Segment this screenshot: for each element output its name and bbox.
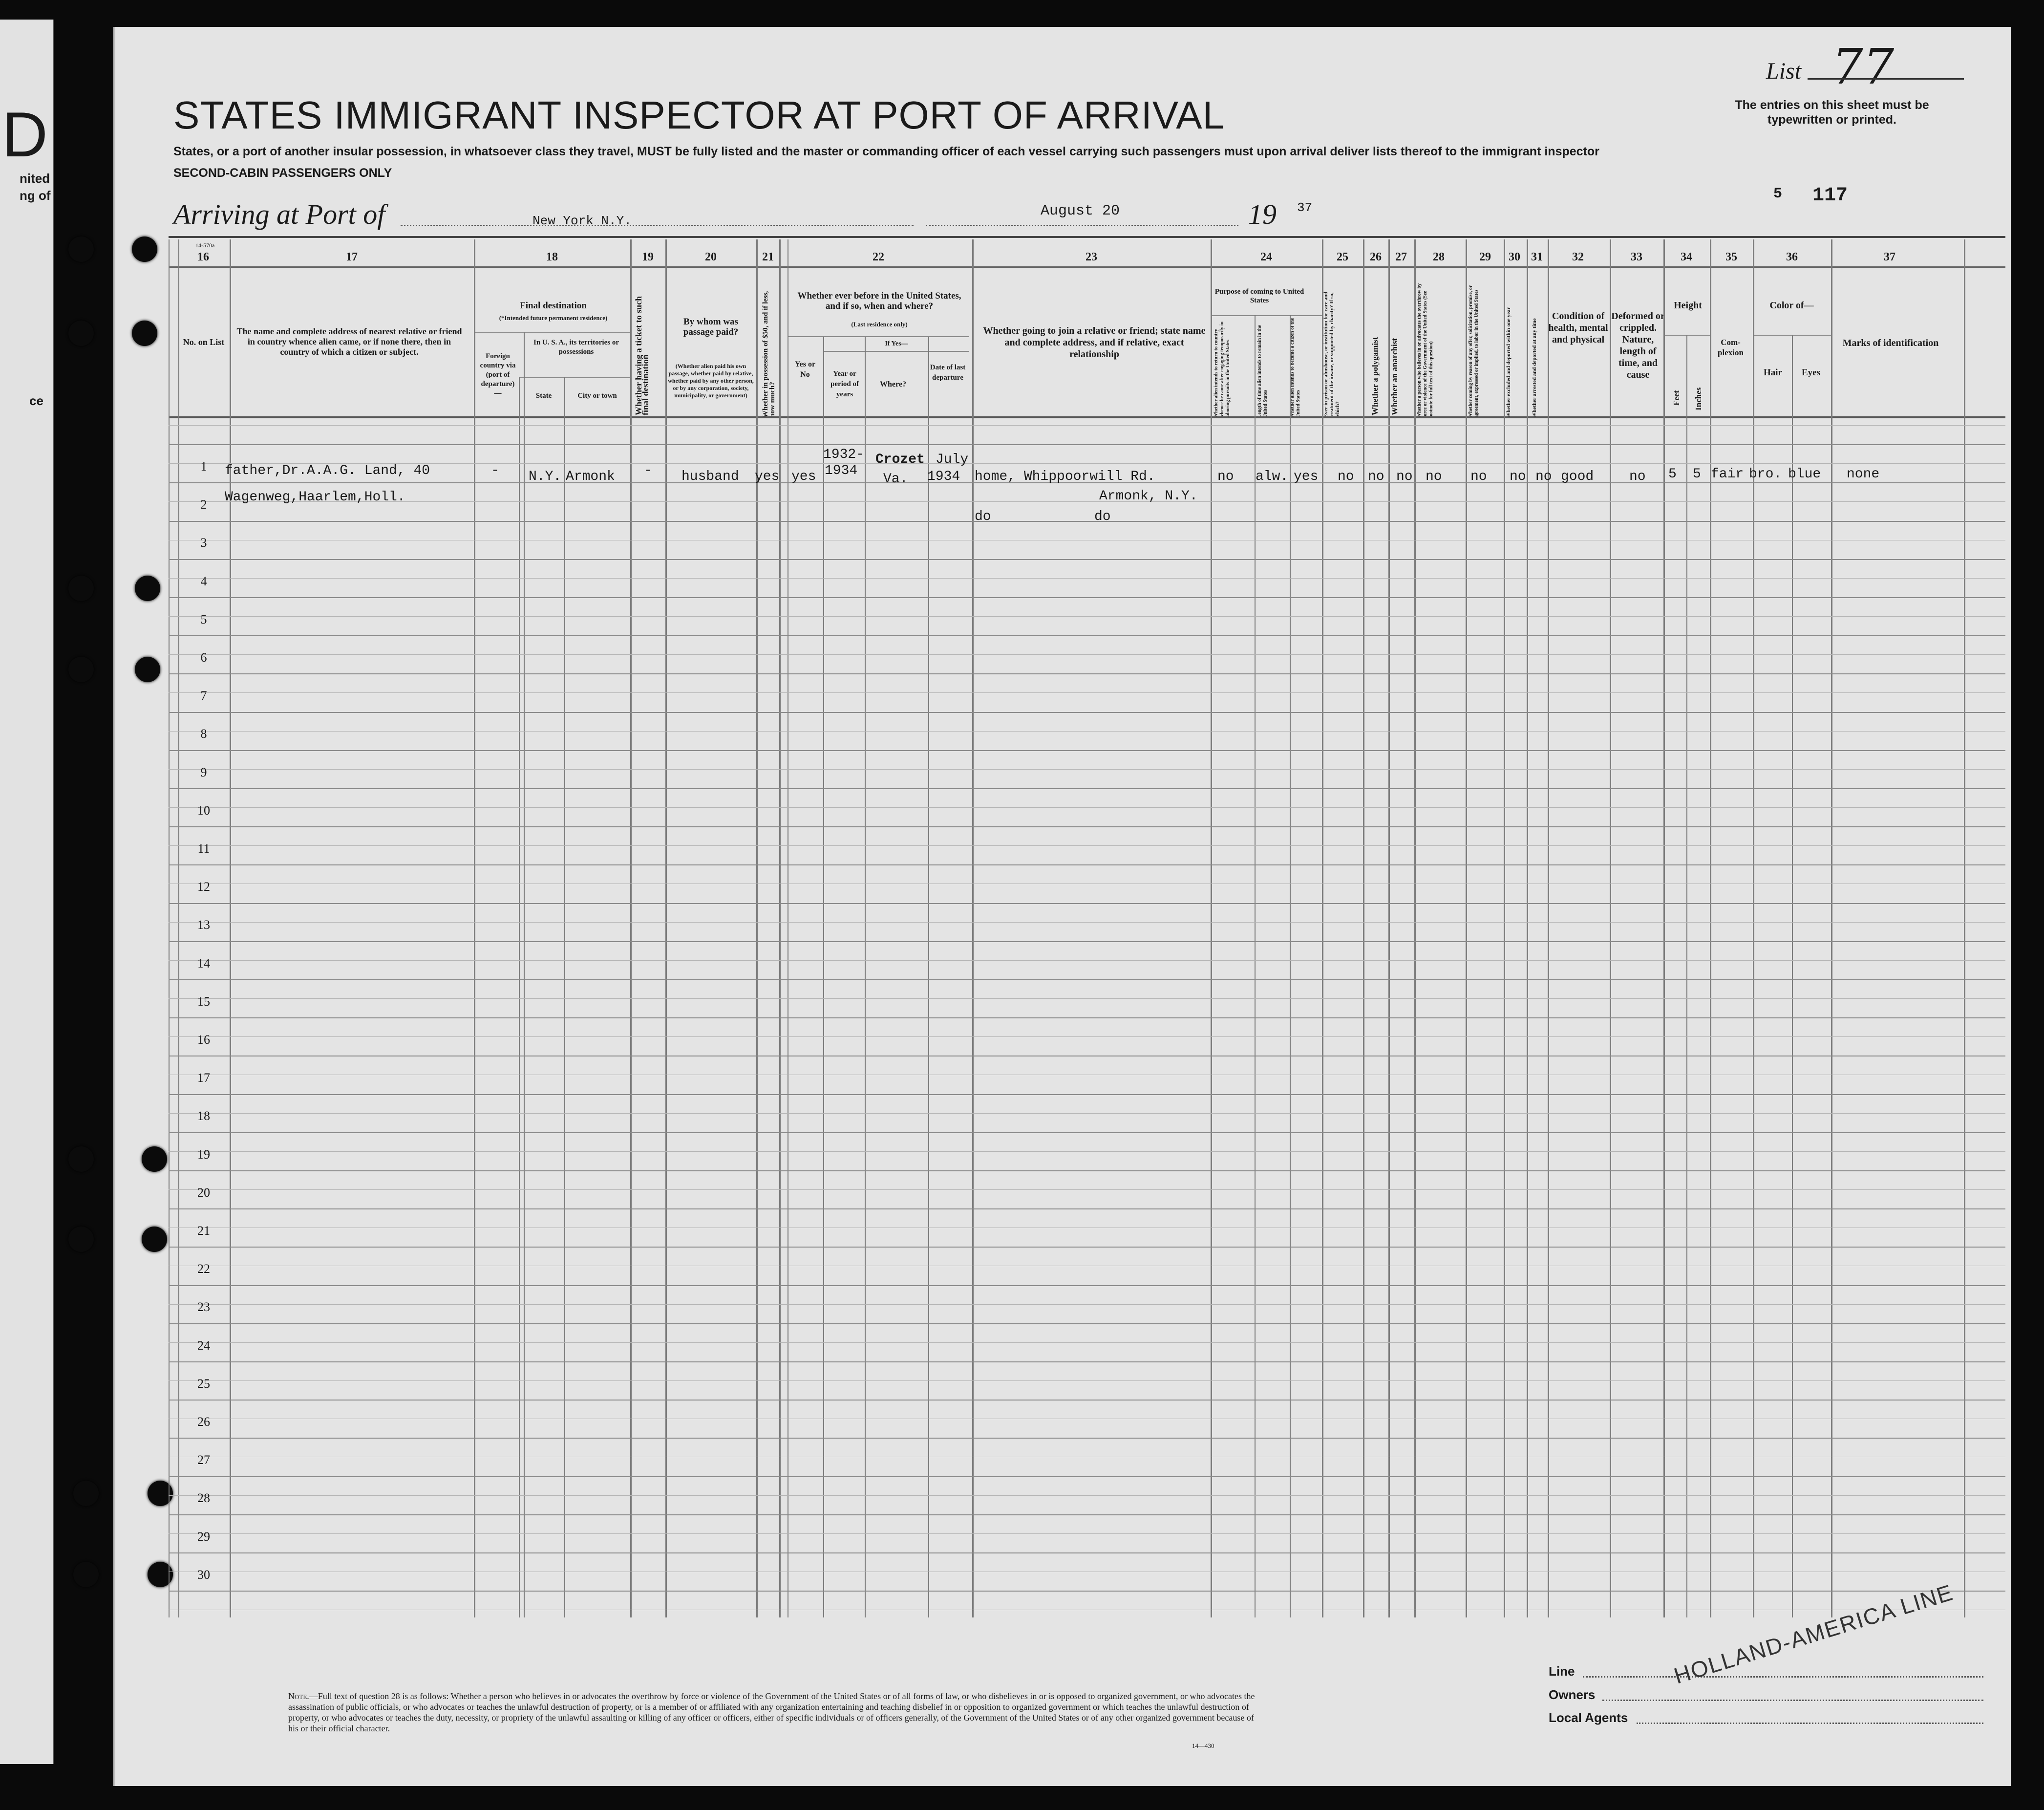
local-agents-label: Local Agents [1549,1710,1628,1725]
column-number: 26 [1370,251,1382,263]
column-rule [779,239,781,1617]
footnote-text: —Full text of question 28 is as follows: Whether a person who believes in or advocates the overthrow by force or violence of the Government of the United States or of all forms of law, or who disbelieves in or is opposed to organized government, or who advocates the assassination of public officials, or who advocates or teaches the unlawful destruction of property, or is a member of or affiliated with any organization entertaining and teaching disbelief in or opposition to organized government or which teaches the unlawful destruction of property, or who advocates or teaches the duty, necessity, or propriety of the unlawful assaulting or killing of any officer or officers, either of specific individuals or of officers generally, of the Government of the United States or of any other organized government because of his or their official character. [288,1691,1255,1733]
column-rule [1753,239,1754,1617]
col27-header: Whether an anarchist [1390,338,1399,415]
row-rule [169,1132,2005,1133]
row-rule [169,712,2005,713]
row-rule [169,578,2005,579]
entry1-length: alw. [1256,469,1289,484]
punch-hole [68,657,94,682]
col26-header: Whether a polygamist [1370,337,1380,415]
column-rule [1527,239,1528,1617]
column-rule [519,377,520,1617]
column-rule [972,239,974,1617]
row-rule [169,845,2005,846]
row-rule [169,1151,2005,1152]
col35-header: Com-plexion [1718,338,1744,357]
row-rule [169,673,2005,674]
row-rule [169,941,2005,942]
row-rule [169,559,2005,560]
row-rule [169,444,2005,445]
row-rule [169,501,2005,502]
row-number: 12 [197,880,210,894]
row-number: 3 [200,536,207,550]
row-number: 17 [197,1071,210,1085]
col20-header: By whom was passage paid? [683,317,739,337]
entry2-ditto: do [975,509,991,524]
entry1-hair: bro. [1749,467,1782,482]
row-rule [169,903,2005,904]
col18-sub-rule [475,332,630,333]
column-rule [1255,315,1256,1617]
adjacent-page-fragment: ng of [20,188,51,203]
column-rule [1414,239,1416,1617]
col22-year-header: Year or period of years [830,370,859,398]
column-number: 33 [1631,251,1642,263]
column-number: 24 [1260,251,1272,263]
entry1-years-line2: 1934 [825,463,858,478]
row-rule [169,521,2005,522]
entry1-q30: no [1510,469,1526,484]
row-rule [169,597,2005,598]
row-number: 27 [197,1453,210,1467]
line-label: Line [1549,1664,1575,1679]
row-number: 2 [200,497,207,512]
row-number: 23 [197,1300,210,1314]
row-rule [169,998,2005,999]
row-rule [169,1400,2005,1401]
row-rule [169,1361,2005,1362]
header-bottom-rule [169,416,2005,418]
row-rule [169,826,2005,827]
cabin-class: SECOND-CABIN PASSENGERS ONLY [173,166,392,180]
row-number: 8 [200,727,207,741]
column-rule [1831,239,1832,1617]
column-rule [1792,335,1793,1617]
column-number: 20 [705,251,717,263]
row-rule [169,883,2005,884]
column-number: 25 [1337,251,1348,263]
col18-usa-rule [519,377,630,378]
column-rule [230,239,231,1617]
column-rule [1548,239,1549,1617]
entry1-before: yes [791,469,816,484]
column-rule [1610,239,1611,1617]
col18-city-header: City or town [577,392,617,400]
column-rule [630,239,632,1617]
column-rule [665,239,667,1617]
col18-state-header: State [535,392,552,400]
entry1-inches: 5 [1693,467,1701,482]
row-rule [169,1247,2005,1248]
row-rule [169,1170,2005,1171]
punch-hole [73,1481,99,1506]
header-rule [169,236,2005,238]
entry1-departure-line2: 1934 [927,469,960,484]
entry1-prison: no [1338,469,1354,484]
entry1-departure: July [936,452,969,467]
row-number: 21 [197,1224,210,1238]
punch-hole [135,657,160,682]
column-number: 28 [1433,251,1445,263]
column-number: 37 [1884,251,1895,263]
col22-ifyes: If Yes— [885,340,908,347]
row-rule [169,1552,2005,1553]
typewritten-note: The entries on this sheet must be typewritten or printed. [1735,98,1929,127]
list-label: List [1766,58,1802,84]
column-number: 23 [1086,251,1097,263]
entry1-foreign: - [491,463,499,478]
column-rule [564,377,565,1617]
entry1-q29: no [1470,469,1487,484]
row-rule [169,692,2005,693]
row-number: 20 [197,1185,210,1200]
row-rule [169,1304,2005,1305]
row-rule [169,654,2005,655]
punch-hole [68,237,94,262]
row-number: 19 [197,1147,210,1162]
punch-hole [68,1227,94,1252]
row-number: 10 [197,803,210,818]
entry1-where: Crozet [875,452,925,467]
col36-header: Color of— [1769,300,1814,311]
column-number: 17 [346,251,358,263]
punch-hole [73,1562,99,1587]
column-rule [865,337,866,1617]
punch-hole [68,1146,94,1172]
column-rule [1710,239,1711,1617]
row-number: 5 [200,612,207,626]
row-rule [169,1476,2005,1477]
adjacent-page-fragment: nited [20,171,50,186]
row-number: 9 [200,765,207,779]
row-rule [169,922,2005,923]
row-rule [169,1036,2005,1037]
col29-header: Whether coming by reason of any offer, solicitation, promise, or agreement, expressed or implied, to labor in the United States [1468,285,1479,418]
row-rule [169,750,2005,751]
column-number: 18 [546,251,558,263]
column-number: 16 [197,251,209,263]
punch-hole [132,321,157,346]
col36-hair-header: Hair [1764,367,1782,378]
column-rule [1686,335,1687,1617]
entry1-city: Armonk [566,469,615,484]
col34-feet-header: Feet [1672,390,1681,406]
row-number: 11 [197,841,210,856]
column-number: 34 [1681,251,1692,263]
row-rule [169,807,2005,808]
col18-subheader: (*Intended future permanent residence) [499,314,608,322]
column-number: 35 [1725,251,1737,263]
column-rule [474,239,475,1617]
entry1-join-line2: Armonk, N.Y. [1099,489,1198,504]
port-value: New York N.Y. [532,214,632,228]
port-line [401,225,914,226]
col24-header: Purpose of coming to United States [1214,288,1304,304]
row-rule [169,635,2005,636]
col22-header: Whether ever before in the United States, and if so, when and where? [797,291,961,311]
entry1-relative: father,Dr.A.A.G. Land, 40 [225,463,430,478]
row-rule [169,1495,2005,1496]
col16-header: No. on List [183,337,225,347]
row-number: 30 [197,1567,210,1582]
row-number: 24 [197,1338,210,1353]
column-number: 29 [1479,251,1491,263]
punch-hole [142,1227,167,1252]
entry1-health: good [1561,469,1594,484]
local-agents-field [1637,1723,1983,1724]
column-rule [1466,239,1467,1617]
col28-header: Whether a person who believes in or advocates the overthrow by force or violence of the Government of the United States (See footnote for full text of this question) [1417,283,1434,418]
column-number: 36 [1786,251,1798,263]
entry1-citizen: yes [1294,469,1319,484]
row-number: 6 [200,650,207,665]
row-rule [169,769,2005,770]
entry2-ditto: do [1094,509,1111,524]
punch-hole [132,237,157,262]
line-field [1583,1676,1983,1678]
entry1-years: 1932- [823,447,865,462]
row-rule [169,731,2005,732]
row-rule [169,1208,2005,1209]
col37-header: Marks of identification [1842,338,1939,348]
page-mark: 5 [1773,186,1783,202]
entry1-paid-by: husband [681,469,739,484]
col36-eyes-header: Eyes [1802,367,1820,378]
column-rule [1504,239,1505,1617]
row-rule [169,616,2005,617]
row-rule [169,1113,2005,1114]
col17-header: The name and complete address of nearest relative or friend in country whence alien came, or if none there, then in country of which a citizen or subject. [236,326,462,357]
col22-yesno-header: Yes or No [794,360,816,379]
col22-ifyes-rule [823,351,969,352]
column-number: 22 [873,251,884,263]
punch-hole [68,321,94,346]
adjacent-page-fragment: ce [29,393,43,408]
column-number: 31 [1531,251,1543,263]
row-rule [169,1380,2005,1381]
row-number: 7 [200,689,207,703]
form-code: 14-570a [195,242,215,249]
col22-where-header: Where? [880,380,906,388]
column-number: 19 [642,251,654,263]
row-rule [169,1342,2005,1343]
entry1-polygamist: no [1368,469,1384,484]
column-rule [1322,239,1323,1617]
row-rule [169,1533,2005,1534]
row-number: 13 [197,918,210,932]
punch-hole [135,576,160,601]
row-number: 15 [197,994,210,1009]
row-number: 22 [197,1262,210,1276]
col23-header: Whether going to join a relative or friend; state name and complete address, and if relative, exact relationship [983,325,1206,360]
column-rule [1388,239,1390,1617]
col22-date-header: Date of last departure [930,364,966,382]
list-number: 77 [1832,38,1895,95]
date-line [926,225,1238,226]
row-number: 16 [197,1033,210,1047]
owners-label: Owners [1549,1687,1596,1702]
date-value: August 20 [1041,203,1120,219]
col25-header: Ever in prison or almshouse, or institution for care and treatment of the insane, or supported by charity? If so, which? [1323,291,1341,418]
punch-hole [68,576,94,601]
list-line [1808,78,1964,80]
adjacent-page-letter: D [2,99,48,170]
entry1-deformed: no [1629,469,1646,484]
row-rule [169,788,2005,789]
col32-header: Condition of health, mental and physical [1548,311,1608,345]
entry1-feet: 5 [1668,467,1677,482]
column-rule [178,239,179,1617]
col24c-header: Whether alien intends to become a citizen of the United States [1290,318,1301,418]
col24-sub-rule [1211,315,1322,316]
col19-header: Whether having a ticket to such final destination [634,296,650,415]
arriving-label: Arriving at Port of [173,198,385,230]
header-number-rule [169,266,2005,268]
column-number: 30 [1509,251,1520,263]
column-number: 27 [1395,251,1407,263]
shipping-line-stamp: HOLLAND-AMERICA LINE [1671,1579,1957,1689]
footnote-label: Note. [288,1691,309,1701]
column-rule [1211,239,1212,1617]
col34-inches-header: Inches [1694,387,1703,410]
row-number: 4 [200,574,207,588]
column-rule [928,337,929,1617]
column-rule [1290,315,1291,1617]
col33-header: Deformed or crippled. Nature, length of time, and cause [1611,311,1665,380]
col22-sub-rule [788,336,969,337]
col18-foreign-header: Foreign country via (port of departure)— [480,352,516,397]
row-rule [169,425,2005,426]
adjacent-page-strip [0,20,54,1764]
owners-field [1602,1700,1983,1701]
col24a-header: Whether alien intends to return to country whence he came after engaging temporarily in laboring pursuits in the United States [1214,322,1231,418]
col21-header: Whether in possession of $50, and if less, how much? [762,291,776,418]
entry1-q31: no [1535,469,1552,484]
row-number: 25 [197,1376,210,1391]
row-rule [169,1189,2005,1190]
punch-hole [142,1146,167,1172]
row-rule [169,1514,2005,1515]
entry1-complexion: fair [1711,467,1744,482]
row-rule [169,979,2005,980]
col22-subheader: (Last residence only) [851,321,908,328]
form-number: 14—430 [1192,1742,1214,1749]
page-number: 117 [1812,185,1848,207]
entry1-return: no [1217,469,1234,484]
row-number: 1 [200,459,207,474]
column-rule [524,332,525,1617]
row-number: 26 [197,1415,210,1429]
entry1-relative-line2: Wagenweg,Haarlem,Holl. [225,490,405,505]
col24b-header: Length of time alien intends to remain in the United States [1257,325,1268,418]
manifest-sheet [113,27,2011,1786]
row-rule [169,463,2005,464]
entry1-ticket: - [644,463,652,478]
row-rule [169,1323,2005,1324]
col20-subheader: (Whether alien paid his own passage, whether paid by relative, whether paid by any other person, or by any corporation, society, municipality, or government) [668,363,754,399]
row-rule [169,1591,2005,1592]
column-rule [1964,239,1965,1617]
footnote [288,1691,1265,1734]
row-rule [169,864,2005,865]
col31-header: Whether arrested and deported at any time [1532,318,1537,418]
column-rule [756,239,758,1617]
entry1-q28: no [1426,469,1442,484]
row-rule [169,1017,2005,1018]
year-label: 19 [1248,198,1277,230]
entry1-state: N.Y. [529,469,562,484]
row-number: 18 [197,1109,210,1123]
entry1-eyes: blue [1788,467,1821,482]
column-rule [169,239,170,1617]
form-title: STATES IMMIGRANT INSPECTOR AT PORT OF ARRIVAL [173,93,1225,137]
row-rule [169,1438,2005,1439]
column-rule [1663,239,1665,1617]
row-rule [169,960,2005,961]
col18-usa-header: In U. S. A., its territories or possessions [533,339,619,356]
entry1-join: home, Whippoorwill Rd. [975,469,1155,484]
entry1-fifty: yes [755,469,780,484]
year-value: 37 [1297,200,1313,215]
row-number: 29 [197,1529,210,1544]
entry1-where-line2: Va. [883,472,908,487]
col30-header: Whether excluded and deported within one year [1506,307,1512,418]
row-number: 28 [197,1491,210,1506]
entry1-anarchist: no [1396,469,1413,484]
column-rule [823,337,824,1617]
column-number: 32 [1572,251,1584,263]
row-rule [169,1285,2005,1286]
form-instruction: States, or a port of another insular possession, in whatsoever class they travel, MUST be fully listed and the master or commanding officer of each vessel carrying such passengers must upon arrival deliver lists thereof to the immigrant inspector [173,145,1599,158]
row-rule [169,1094,2005,1095]
col18-header: Final destination [520,301,587,311]
column-rule [1363,239,1364,1617]
column-number: 21 [762,251,774,263]
entry1-marks: none [1847,467,1880,482]
row-number: 14 [197,956,210,970]
col34-header: Height [1674,300,1702,311]
